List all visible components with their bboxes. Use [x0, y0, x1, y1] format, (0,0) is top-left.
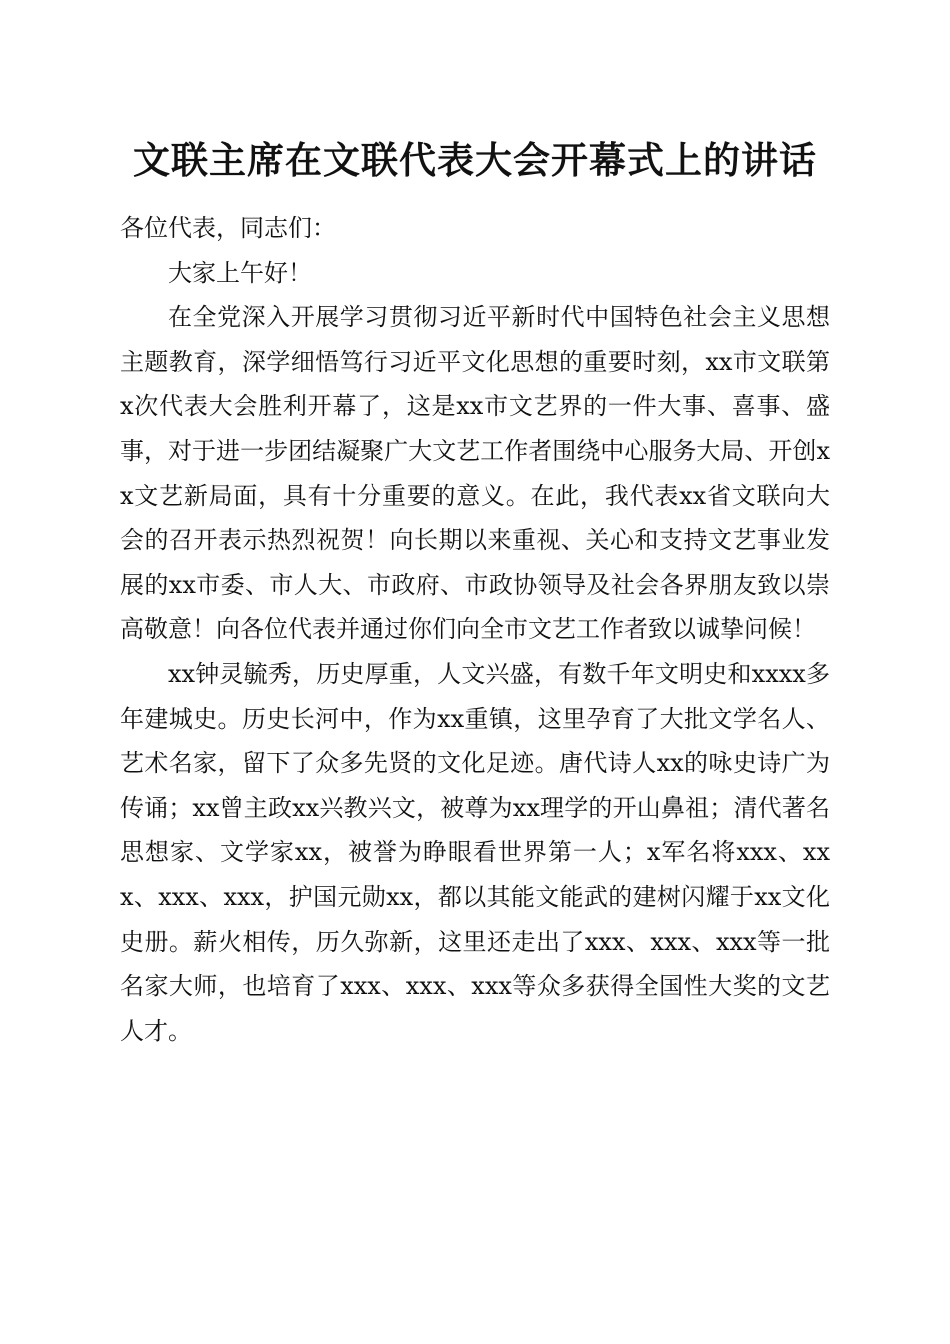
paragraph-1: 在全党深入开展学习贯彻习近平新时代中国特色社会主义思想主题教育，深学细悟笃行习近平文化思想的重要时刻，xx市文联第x次代表大会胜利开幕了，这是xx市文艺界的一件大事、喜事、盛事，对于进一步团结凝聚广大文艺工作者围绕中心服务大局、开创xx文艺新局面，具有十分重要的意义。在此，我代表xx省文联向大会的召开表示热烈祝贺！向长期以来重视、关心和支持文艺事业发展的xx市委、市人大、市政府、市政协领导及社会各界朋友致以崇高敬意！向各位代表并通过你们向全市文艺工作者致以诚挚问候！	[120, 303, 830, 644]
greeting: 大家上午好！	[168, 258, 312, 287]
document-title: 文联主席在文联代表大会开幕式上的讲话	[133, 138, 817, 182]
paragraph-2: xx钟灵毓秀，历史厚重，人文兴盛，有数千年文明史和xxxx多年建城史。历史长河中，作为xx重镇，这里孕育了大批文学名人、艺术名家，留下了众多先贤的文化足迹。唐代诗人xx的咏史诗广为传诵；xx曾主政xx兴教兴文，被尊为xx理学的开山鼻祖；清代著名思想家、文学家xx，被誉为睁眼看世界第一人；x军名将xxx、xxx、xxx、xxx，护国元勋xx，都以其能文能武的建树闪耀于xx文化史册。薪火相传，历久弥新，这里还走出了xxx、xxx、xxx等一批名家大师，也培育了xxx、xxx、xxx等众多获得全国性大奖的文艺人才。	[120, 659, 830, 1045]
salutation: 各位代表，同志们：	[120, 214, 336, 242]
document-body	[120, 206, 830, 1053]
